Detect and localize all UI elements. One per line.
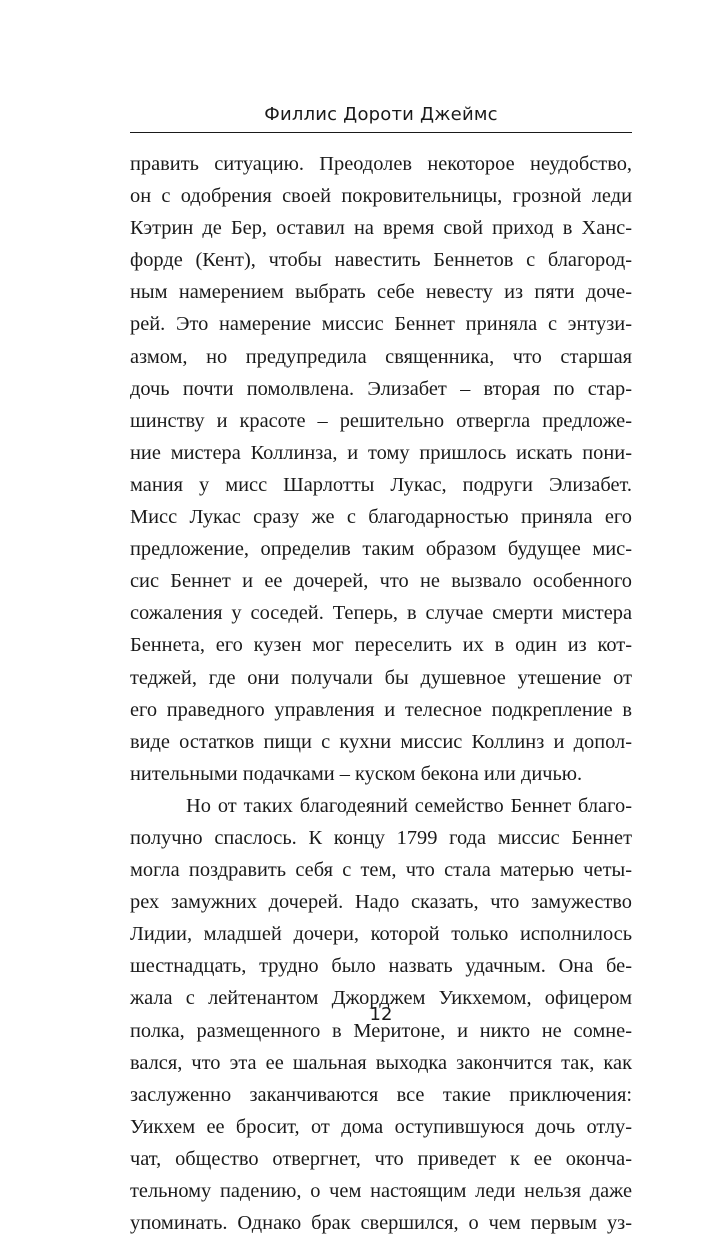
text-line: Кэтрин де Бер, оставил на время свой приход в Ханс- <box>130 217 632 240</box>
text-line: сис Беннет и ее дочерей, что не вызвало особенного <box>130 570 632 593</box>
text-line: полка, размещенного в Меритоне, и никто не сомне- <box>130 1019 632 1042</box>
text-line: ние мистера Коллинза, и тому пришлось искать пони- <box>130 441 632 464</box>
text-line: чат, общество отвергнет, что приведет к ее оконча- <box>130 1147 632 1170</box>
text-line: править ситуацию. Преодолев некоторое неудобство, <box>130 153 632 175</box>
text-line: дочь почти помолвлена. Элизабет – вторая по стар- <box>130 377 632 400</box>
text-line: азмом, но предупредила священника, что старшая <box>130 345 632 368</box>
text-line: рех замужних дочерей. Надо сказать, что замужество <box>130 891 632 914</box>
text-line: тельному падению, о чем настоящим леди нельзя даже <box>130 1180 632 1202</box>
text-line: сожаления у соседей. Теперь, в случае смерти мистера <box>130 602 632 625</box>
text-line: теджей, где они получали бы душевное утешение от <box>130 666 632 689</box>
text-line: упоминать. Однако брак свершился, о чем первым уз- <box>130 1212 632 1235</box>
text-line: Уикхем ее бросит, от дома оступившуюся дочь отлу- <box>130 1115 632 1138</box>
text-line: его праведного управления и телесное подкрепление в <box>130 698 632 721</box>
text-line: форде (Кент), чтобы навестить Беннетов с благород- <box>130 249 632 272</box>
text-line: шестнадцать, трудно было назвать удачным. Она бе- <box>130 955 632 978</box>
text-line: ным намерением выбрать себе невесту из пяти доче- <box>130 281 632 304</box>
text-line: мания у мисс Шарлотты Лукас, подруги Элизабет. <box>130 473 632 496</box>
text-line: получно спаслось. К концу 1799 года миссис Беннет <box>130 826 632 849</box>
text-line: Мисс Лукас сразу же с благодарностью приняла его <box>130 506 632 529</box>
text-line: Беннета, его кузен мог переселить их в один из кот- <box>130 634 632 657</box>
text-line: заслуженно заканчиваются все такие приключения: <box>130 1083 632 1106</box>
text-line: могла поздравить себя с тем, что стала матерью четы- <box>130 859 632 882</box>
paragraph <box>130 148 632 790</box>
running-header: Филлис Дороти Джеймс <box>264 104 498 125</box>
text-line: шинству и красоте – решительно отвергла предложе- <box>130 409 632 432</box>
page-number: 12 <box>369 1004 393 1025</box>
text-line: жала с лейтенантом Джорджем Уикхемом, офицером <box>130 987 632 1010</box>
text-line: он с одобрения своей покровительницы, грозной леди <box>130 185 632 208</box>
text-line: нительными подачками – куском бекона или дичью. <box>130 762 583 785</box>
text-line: предложение, определив таким образом будущее мис- <box>130 538 632 561</box>
text-line: Лидии, младшей дочери, которой только исполнилось <box>130 923 632 946</box>
text-line: Но от таких благодеяний семейство Беннет благо- <box>186 794 632 817</box>
body-text <box>130 148 632 1239</box>
text-line: вался, что эта ее шальная выходка закончится так, как <box>130 1051 632 1074</box>
text-line: рей. Это намерение миссис Беннет приняла с энтузи- <box>130 313 632 336</box>
text-line: виде остатков пищи с кухни миссис Коллинз и допол- <box>130 730 632 753</box>
header-rule <box>130 132 632 133</box>
